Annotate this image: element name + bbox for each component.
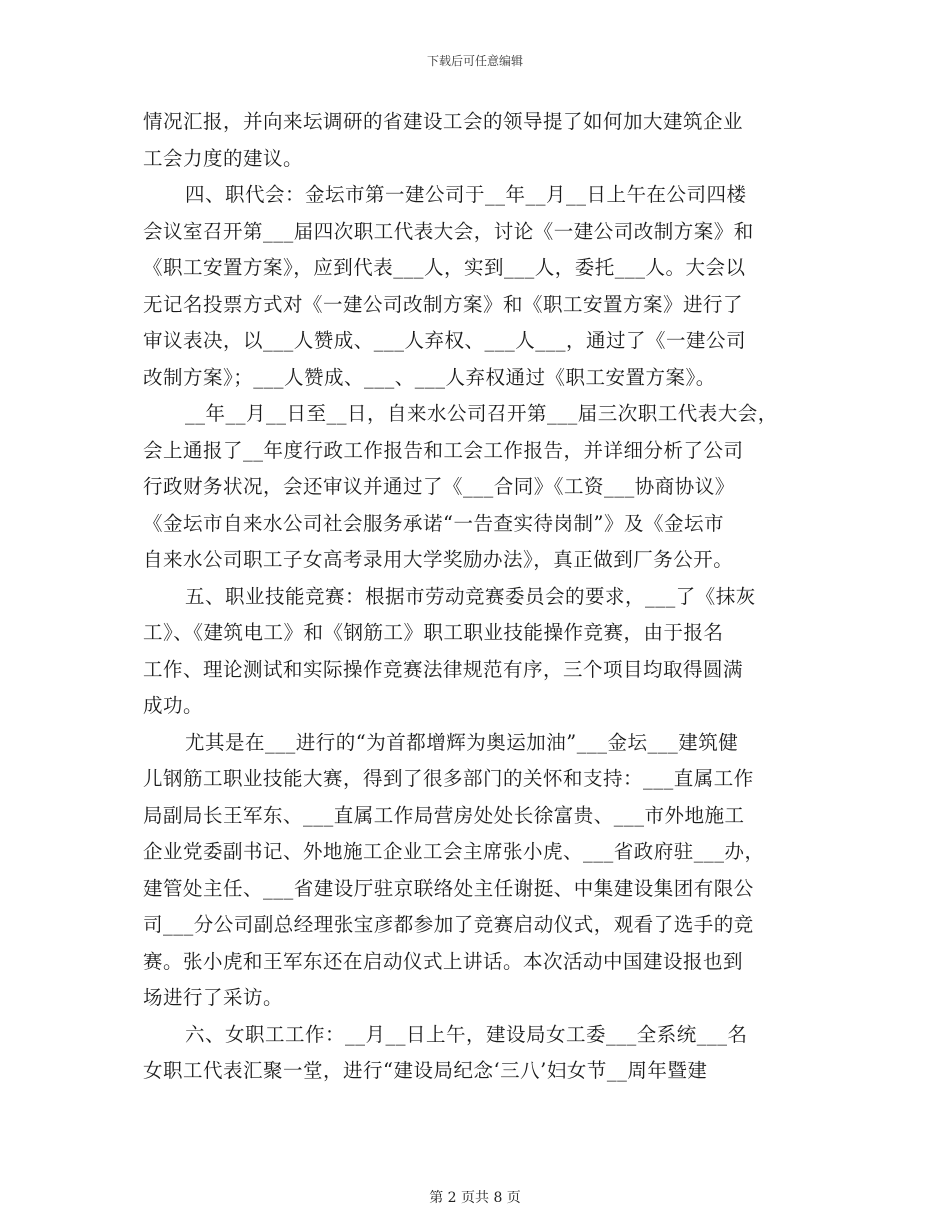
text-line: 企业党委副书记、外地施工企业工会主席张小虎、___省政府驻___办， [143,840,765,863]
paragraph-3 [143,396,807,579]
text-line: 四、职代会：金坛市第一建公司于__年__月__日上午在公司四楼 [185,183,747,206]
paragraph-6 [143,1017,807,1090]
text-line: 司___分公司副总经理张宝彦都参加了竞赛启动仪式，观看了选手的竞 [143,913,754,936]
text-line: 无记名投票方式对《一建公司改制方案》和《职工安置方案》进行了 [143,292,744,316]
text-line: 场进行了采访。 [143,986,284,1009]
text-line: 审议表决，以___人赞成、___人弃权、___人___，通过了《一建公司 [143,329,747,352]
document-body [143,104,807,1090]
text-line: 《金坛市自来水公司社会服务承诺“一告查实待岗制”》及《金坛市 [143,511,724,535]
text-line: 《职工安置方案》，应到代表___人，实到___人，委托___人。大会以 [143,256,746,279]
text-line: 五、职业技能竞赛：根据市劳动竞赛委员会的要求，___了《抹灰 [185,584,756,608]
text-line: 建管处主任、___省建设厅驻京联络处主任谢挺、中集建设集团有限公 [143,876,754,900]
text-line: 工》、《建筑电工》和《钢筋工》职工职业技能操作竞赛，由于报名 [143,621,724,644]
page-header: 下载后可任意编辑 [426,54,523,68]
text-line: 改制方案》；___人赞成、___、___人弃权通过《职工安置方案》。 [143,365,716,389]
paragraph-2 [143,177,807,396]
text-line: 行政财务状况，会还审议并通过了《___合同》《工资___协商协议》 [143,475,735,498]
text-line: 成功。 [143,694,204,717]
text-line: 工会力度的建议。 [143,146,304,170]
paragraph-1 [143,104,807,177]
text-line: __年__月__日至__日，自来水公司召开第___届三次职工代表大会， [185,402,778,425]
text-line: 会上通报了__年度行政工作报告和工会工作报告，并详细分析了公司 [143,438,744,462]
text-line: 局副局长王军东、___直属工作局营房处处长徐富贵、___市外地施工 [143,803,745,827]
text-line: 女职工代表汇聚一堂，进行“建设局纪念‘三八’妇女节__周年暨建 [143,1059,708,1082]
text-line: 工作、理论测试和实际操作竞赛法律规范有序，三个项目均取得圆满 [143,657,744,681]
text-line: 六、女职工工作：__月__日上午，建设局女工委___全系统___名 [185,1022,748,1046]
page-footer: 第 2 页共 8 页 [429,1190,521,1206]
text-line: 会议室召开第___届四次职工代表大会，讨论《一建公司改制方案》和 [143,219,754,243]
paragraph-5 [143,725,807,1017]
text-line: 情况汇报，并向来坛调研的省建设工会的领导提了如何加大建筑企业 [143,110,744,133]
text-line: 儿钢筋工职业技能大赛，得到了很多部门的关怀和支持：___直属工作 [143,767,754,790]
text-line: 尤其是在___进行的“为首都增辉为奥运加油”___金坛___建筑健 [185,730,739,754]
text-line: 自来水公司职工子女高考录用大学奖励办法》，真正做到厂务公开。 [143,548,734,571]
paragraph-4 [143,579,807,725]
text-line: 赛。张小虎和王军东还在启动仪式上讲话。本次活动中国建设报也到 [143,949,744,973]
